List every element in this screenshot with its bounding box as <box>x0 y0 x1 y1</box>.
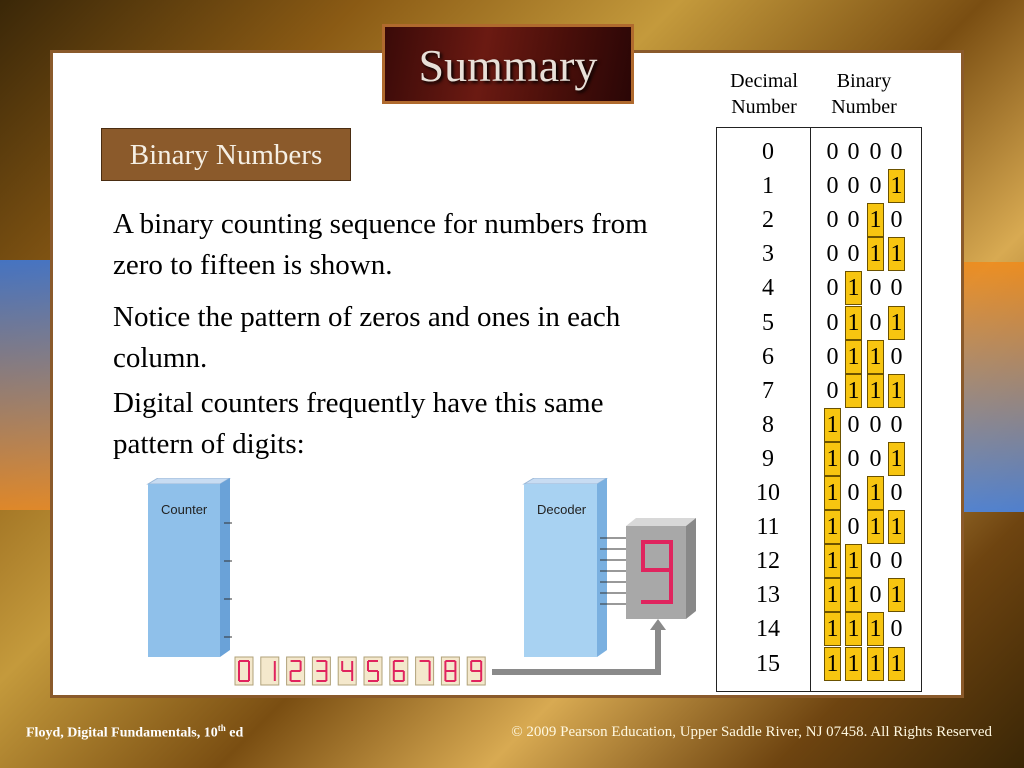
table-decimal-cell: 5 <box>762 309 774 336</box>
table-bit-cell <box>867 442 884 476</box>
left-accent-stripe <box>0 260 50 510</box>
table-decimal-cell: 7 <box>762 377 774 404</box>
bit-value: 1 <box>826 514 839 541</box>
bit-value: 1 <box>847 377 860 404</box>
bit-value: 0 <box>869 275 882 302</box>
bit-value: 0 <box>847 480 860 506</box>
table-bit-cell <box>867 476 884 510</box>
table-bit-cell <box>867 647 884 681</box>
decimal-header-line1: Decimal <box>730 70 798 92</box>
table-bit-cell <box>845 169 862 203</box>
table-bit-cell <box>867 271 884 305</box>
table-bit-cell <box>888 135 905 169</box>
table-decimal-cell: 10 <box>756 480 780 506</box>
table-bit-cell <box>824 578 841 612</box>
table-bit-cell <box>824 612 841 646</box>
footer-copyright: © 2009 Pearson Education, Upper Saddle River, NJ 07458. All Rights Reserved <box>511 724 992 740</box>
bit-value: 0 <box>847 514 860 541</box>
table-bit-cell <box>867 203 884 237</box>
bit-value: 1 <box>847 275 860 302</box>
decoder-label: Decoder <box>537 502 587 517</box>
paragraph-1: A binary counting sequence for numbers from zero to fifteen is shown. <box>113 208 648 281</box>
table-decimal-cell: 4 <box>762 275 774 302</box>
title-banner <box>382 24 634 104</box>
table-bit-cell <box>867 169 884 203</box>
bit-value: 1 <box>869 650 882 677</box>
bit-value: 0 <box>869 582 882 609</box>
table-bit-cell <box>845 306 862 340</box>
binary-header-line1: Binary <box>836 70 892 92</box>
footer-book-sup: th <box>217 723 226 733</box>
strip-digit-5 <box>364 657 382 685</box>
binary-header-line2: Number <box>831 96 897 118</box>
bit-value: 1 <box>847 616 860 643</box>
section-label: Binary Numbers <box>101 128 351 181</box>
bit-value: 0 <box>826 207 839 234</box>
bit-value: 1 <box>890 514 903 541</box>
bit-value: 0 <box>826 173 839 200</box>
bit-value: 1 <box>869 616 882 643</box>
bit-value: 0 <box>869 548 882 575</box>
table-bit-cell <box>888 203 905 237</box>
bit-value: 0 <box>869 411 882 438</box>
footer-book-title <box>26 723 243 742</box>
seven-segment-display <box>626 518 696 619</box>
strip-digit-6 <box>390 657 408 685</box>
table-bit-cell <box>888 271 905 305</box>
table-bit-cell <box>845 612 862 646</box>
table-bit-cell <box>824 271 841 305</box>
table-bit-cell <box>824 442 841 476</box>
table-bit-cell <box>824 169 841 203</box>
seven-segment-digit-strip <box>235 657 485 685</box>
table-decimal-cell: 3 <box>762 241 774 268</box>
bit-value: 1 <box>890 650 903 677</box>
table-decimal-cell: 13 <box>756 582 780 609</box>
table-bit-cell <box>824 476 841 510</box>
bit-value: 0 <box>890 275 903 302</box>
table-column-divider <box>810 127 811 692</box>
table-decimal-cell: 15 <box>756 650 780 677</box>
table-bit-cell <box>824 340 841 374</box>
table-bit-cell <box>824 647 841 681</box>
bit-value: 1 <box>826 582 839 609</box>
table-bit-cell <box>867 237 884 271</box>
table-decimal-cell: 2 <box>762 207 774 234</box>
table-bit-cell <box>867 306 884 340</box>
bit-value: 0 <box>847 173 860 200</box>
strip-digit-9 <box>467 657 485 685</box>
bit-value: 0 <box>890 207 903 234</box>
table-decimal-cell: 1 <box>762 173 774 200</box>
bit-value: 0 <box>826 241 839 268</box>
decimal-header-line2: Number <box>731 96 797 118</box>
bit-value: 1 <box>890 173 903 200</box>
table-bit-cell <box>824 374 841 408</box>
bit-value: 1 <box>869 343 882 370</box>
table-bit-cell <box>888 544 905 578</box>
bit-value: 1 <box>826 616 839 643</box>
bit-value: 0 <box>847 139 860 165</box>
bit-value: 0 <box>890 616 903 643</box>
right-accent-stripe <box>964 262 1024 512</box>
bit-value: 1 <box>869 377 882 404</box>
counter-label: Counter <box>161 502 208 517</box>
bit-value: 1 <box>869 514 882 541</box>
decimal-column-header <box>722 68 806 120</box>
bit-value: 1 <box>869 480 882 506</box>
bit-value: 0 <box>847 207 860 234</box>
table-bit-cell <box>824 306 841 340</box>
bit-value: 0 <box>826 275 839 302</box>
table-bit-cell <box>888 169 905 203</box>
table-bit-cell <box>867 544 884 578</box>
table-bit-cell <box>824 408 841 442</box>
table-bit-cell <box>888 340 905 374</box>
table-bit-cell <box>888 476 905 510</box>
table-bit-cell <box>888 647 905 681</box>
bit-value: 0 <box>826 139 839 165</box>
bit-value: 1 <box>847 548 860 575</box>
table-bit-cell <box>888 306 905 340</box>
bit-value: 0 <box>847 411 860 438</box>
table-decimal-cell: 14 <box>756 616 780 643</box>
table-decimal-cell: 12 <box>756 548 780 575</box>
table-bit-cell <box>867 340 884 374</box>
bit-value: 0 <box>890 411 903 438</box>
table-decimal-cell: 9 <box>762 445 774 472</box>
table-bit-cell <box>888 237 905 271</box>
table-bit-cell <box>888 578 905 612</box>
table-bit-cell <box>845 510 862 544</box>
table-bit-cell <box>845 647 862 681</box>
footer-book-end: ed <box>225 725 244 741</box>
table-bit-cell <box>824 510 841 544</box>
bit-value: 1 <box>826 650 839 677</box>
bit-value: 0 <box>869 309 882 336</box>
strip-digit-1 <box>261 657 279 685</box>
slide-title: Summary <box>418 40 598 91</box>
bit-value: 1 <box>847 582 860 609</box>
bit-value: 1 <box>847 650 860 677</box>
table-bit-cell <box>824 237 841 271</box>
binary-column-header <box>824 68 904 120</box>
table-bit-cell <box>888 510 905 544</box>
table-bit-cell <box>845 476 862 510</box>
bit-value: 0 <box>869 173 882 200</box>
bit-value: 0 <box>826 343 839 370</box>
table-bit-cell <box>845 135 862 169</box>
table-bit-cell <box>845 203 862 237</box>
table-bit-cell <box>845 237 862 271</box>
footer-book-main: Floyd, Digital Fundamentals, 10 <box>26 725 218 741</box>
paragraph-3: Digital counters frequently have this same pattern of digits: <box>113 387 604 460</box>
table-bit-cell <box>845 408 862 442</box>
strip-digit-8 <box>441 657 459 685</box>
bit-value: 0 <box>847 241 860 268</box>
bit-value: 1 <box>847 309 860 336</box>
table-bit-cell <box>845 271 862 305</box>
bit-value: 0 <box>869 445 882 472</box>
bit-value: 1 <box>826 480 839 506</box>
table-bit-cell <box>845 340 862 374</box>
strip-digit-4 <box>338 657 356 685</box>
table-bit-cell <box>867 374 884 408</box>
table-decimal-cell: 11 <box>756 514 780 541</box>
bit-value: 1 <box>826 411 839 438</box>
table-decimal-cell: 6 <box>762 343 774 370</box>
bit-value: 1 <box>869 241 882 268</box>
table-bit-cell <box>845 544 862 578</box>
strip-digit-7 <box>416 657 434 685</box>
paragraph-2: Notice the pattern of zeros and ones in each column. <box>113 301 621 374</box>
table-bit-cell <box>845 374 862 408</box>
bit-value: 1 <box>890 309 903 336</box>
table-bit-cell <box>824 544 841 578</box>
bit-value: 0 <box>869 139 882 165</box>
bit-value: 0 <box>890 343 903 370</box>
table-bit-cell <box>867 510 884 544</box>
bit-value: 0 <box>890 139 903 165</box>
table-bit-cell <box>867 578 884 612</box>
table-decimal-cell: 8 <box>762 411 774 438</box>
table-bit-cell <box>888 374 905 408</box>
table-bit-cell <box>845 578 862 612</box>
bit-value: 1 <box>890 241 903 268</box>
table-bit-cell <box>824 203 841 237</box>
bit-value: 1 <box>890 445 903 472</box>
bit-value: 0 <box>847 445 860 472</box>
bit-value: 1 <box>890 582 903 609</box>
strip-digit-0 <box>235 657 253 685</box>
bit-value: 0 <box>826 377 839 404</box>
table-bit-cell <box>867 612 884 646</box>
bit-value: 1 <box>869 207 882 234</box>
bit-value: 1 <box>847 343 860 370</box>
table-decimal-cell: 0 <box>762 139 774 165</box>
table-bit-cell <box>888 442 905 476</box>
table-bit-cell <box>824 135 841 169</box>
counter-decoder-diagram <box>140 478 710 693</box>
bit-value: 1 <box>826 445 839 472</box>
table-bit-cell <box>845 442 862 476</box>
table-bit-cell <box>867 135 884 169</box>
bit-value: 0 <box>890 480 903 506</box>
table-bit-cell <box>867 408 884 442</box>
strip-digit-2 <box>287 657 305 685</box>
bit-value: 1 <box>826 548 839 575</box>
bit-value: 0 <box>826 309 839 336</box>
table-bit-cell <box>888 408 905 442</box>
table-bit-cell <box>888 612 905 646</box>
bit-value: 0 <box>890 548 903 575</box>
strip-digit-3 <box>312 657 330 685</box>
bit-value: 1 <box>890 377 903 404</box>
